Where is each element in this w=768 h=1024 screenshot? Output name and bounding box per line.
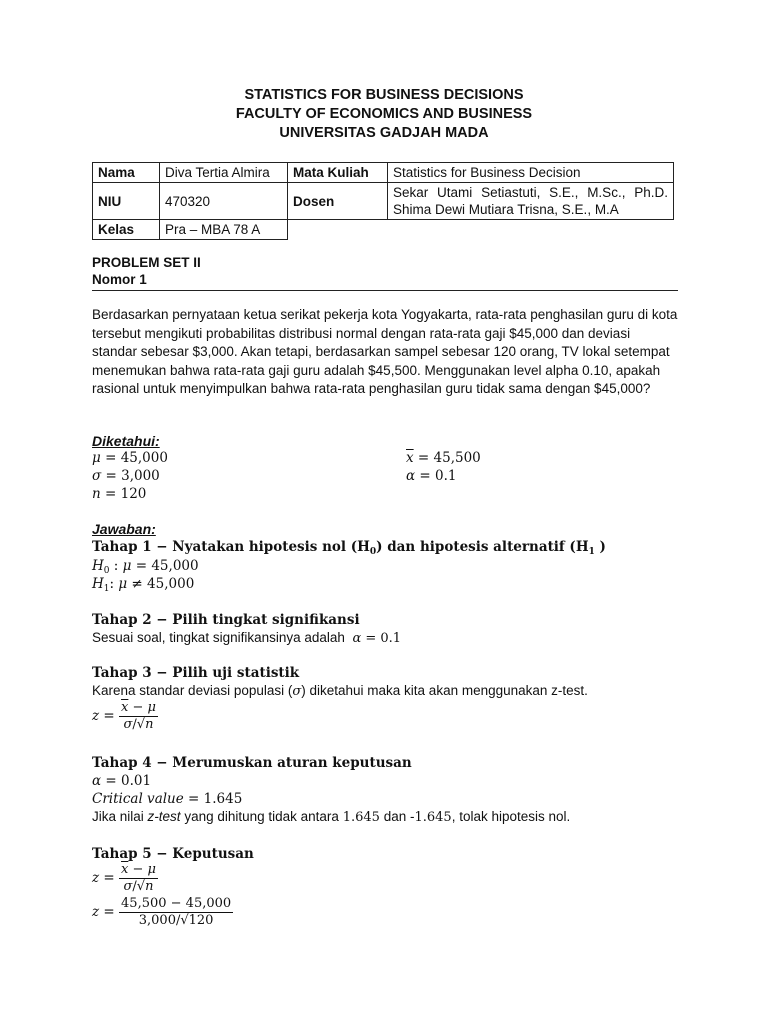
nama-value: Diva Tertia Almira xyxy=(160,163,288,183)
tahap3-heading: Tahap 3 − Pilih uji statistik xyxy=(92,665,300,681)
given-mu: μ = 45,000 xyxy=(92,450,168,466)
problem-text: Berdasarkan pernyataan ketua serikat pekerja kota Yogyakarta, rata-rata penghasilan guru di kota tersebut mengikuti probabilitas distribusi normal dengan rata-rata gaji $45,000 dan deviasi standar sebesar $3,000. Akan tetapi, berdasarkan sampel sebesar 120 orang, TV lokal setempat menemukan bahwa rata-rata gaji guru adalah $45,500. Menggunakan level alpha 0.10, apakah rasional untuk menyimpulkan bahwa rata-rata penghasilan guru tidak sama dengan $45,000? xyxy=(92,307,678,396)
matkul-value: Statistics for Business Decision xyxy=(388,163,674,183)
given-xbar: $\overline{x} = 45,500$ xyxy=(406,450,481,466)
divider xyxy=(92,290,678,291)
tahap2-text: Sesuai soal, tingkat signifikansinya adalah α = 0.1 xyxy=(92,630,402,646)
niu-label: NIU xyxy=(93,183,160,220)
tahap2-heading: Tahap 2 − Pilih tingkat signifikansi xyxy=(92,612,360,628)
tahap4-heading: Tahap 4 − Merumuskan aturan keputusan xyxy=(92,755,412,771)
course-title: STATISTICS FOR BUSINESS DECISIONS xyxy=(244,87,524,103)
dosen-2: Shima Dewi Mutiara Trisna, S.E., M.A xyxy=(393,202,619,217)
jawaban-title: Jawaban: xyxy=(92,521,156,537)
dosen-1: Sekar Utami Setiastuti, S.E., M.Sc., Ph.D. xyxy=(393,185,668,200)
dosen-label: Dosen xyxy=(288,183,388,220)
student-info-table xyxy=(92,162,674,240)
tahap1-heading: Tahap 1 − Nyatakan hipotesis nol $(H_0)$ dan hipotesis alternatif ($H_1$ ) xyxy=(92,539,606,557)
problem-number: Nomor 1 xyxy=(92,272,147,287)
h1-statement: $H_1$: μ ≠ 45,000 xyxy=(92,576,195,594)
tahap5-heading: Tahap 5 − Keputusan xyxy=(92,846,254,862)
tahap3-text: Karena standar deviasi populasi (σ) diketahui maka kita akan menggunakan z-test. xyxy=(92,683,588,699)
z-formula-values: z = $\frac{45,500 - 45,000}{3,000/√120}$ xyxy=(92,896,232,928)
given-n: n = 120 xyxy=(92,486,147,502)
z-formula-1: z = $\frac{\overline{x} - \mu}{\sigma/√n}$ xyxy=(92,700,156,732)
given-sigma: σ = 3,000 xyxy=(92,468,160,484)
problem-heading xyxy=(92,254,201,288)
nama-label: Nama xyxy=(93,163,160,183)
matkul-label: Mata Kuliah xyxy=(288,163,388,183)
kelas-label: Kelas xyxy=(93,220,160,240)
document-header xyxy=(0,86,768,143)
h0-statement: $H_0$ : μ = 45,000 xyxy=(92,558,199,576)
kelas-value: Pra – MBA 78 A xyxy=(160,220,288,240)
dosen-value xyxy=(388,183,674,220)
diketahui-title: Diketahui: xyxy=(92,433,160,449)
z-formula-2: z = $\frac{\overline{x} - \mu}{\sigma/√n}$ xyxy=(92,862,156,894)
faculty-title: FACULTY OF ECONOMICS AND BUSINESS xyxy=(235,106,533,122)
given-alpha: α = 0.1 xyxy=(406,468,457,484)
decision-rule: Jika nilai z-test yang dihitung tidak antara 1.645 dan -1.645, tolak hipotesis nol. xyxy=(92,809,571,825)
university-title: UNIVERSITAS GADJAH MADA xyxy=(279,125,489,141)
niu-value: 470320 xyxy=(160,183,288,220)
critical-value: Critical value = 1.645 xyxy=(92,791,243,807)
problem-set-title: PROBLEM SET II xyxy=(92,255,201,270)
alpha-001: α = 0.01 xyxy=(92,773,152,789)
